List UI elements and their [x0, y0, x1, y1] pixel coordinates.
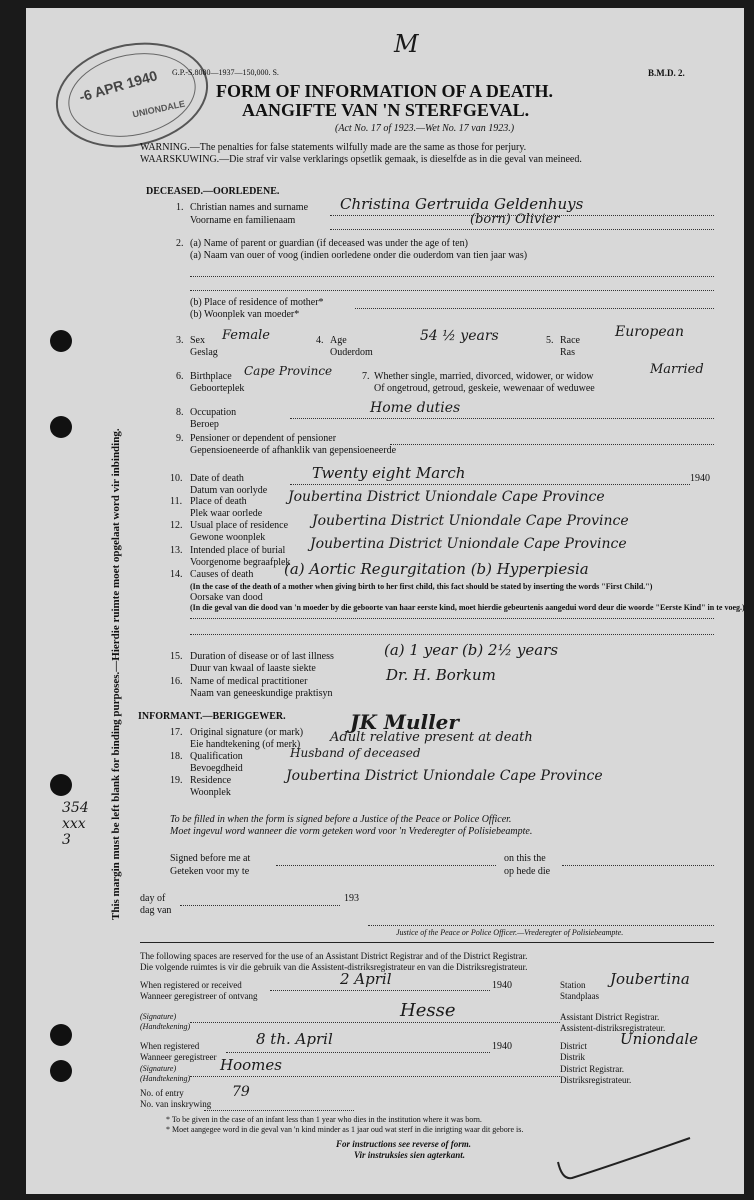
field-3-number: 3.	[176, 335, 184, 346]
field-18-number: 18.	[170, 751, 183, 762]
registered-label-af: Wanneer geregistreer	[140, 1052, 217, 1062]
registered-year: 1940	[492, 1041, 512, 1052]
field-3-label-af: Geslag	[190, 347, 218, 358]
date-stamp	[52, 40, 212, 150]
field-14-number: 14.	[170, 569, 183, 580]
field-13-label: Intended place of burial	[190, 545, 286, 556]
field-16-label-af: Naam van geneeskundige praktisyn	[190, 688, 333, 699]
justice-note-af: Moet ingevul word wanneer die vorm geteken word voor 'n Vrederegter of Polisiebeampte.	[170, 826, 533, 837]
day-of-label-af: dag van	[140, 905, 172, 916]
stamp-date: -6 APR 1940	[77, 67, 160, 105]
field-11-label: Place of death	[190, 496, 247, 507]
binding-hole	[50, 1060, 72, 1082]
registrar-note: The following spaces are reserved for the use of an Assistant District Registrar and of the District Registrar.	[140, 951, 528, 961]
field-18-value-2: Husband of deceased	[290, 746, 421, 760]
field-1-label: Christian names and surname	[190, 202, 309, 213]
signed-before-label: Signed before me at	[170, 853, 251, 864]
footnote-english: * To be given in the case of an infant less than 1 year who dies in the institution where it was born.	[166, 1115, 482, 1124]
field-18-label: Qualification	[190, 751, 243, 762]
field-12-number: 12.	[170, 520, 183, 531]
field-14-label-af: Oorsake van dood	[190, 592, 263, 603]
field-10-number: 10.	[170, 473, 183, 484]
field-7-value: Married	[650, 362, 704, 377]
field-10-value: Twenty eight March	[312, 464, 466, 482]
signature-2-label-af: (Handtekening)	[140, 1074, 191, 1083]
binding-hole	[50, 1024, 72, 1046]
field-15-label: Duration of disease or of last illness	[190, 651, 334, 662]
field-9-label: Pensioner or dependent of pensioner	[190, 433, 337, 444]
field-2b-label: (b) Place of residence of mother*	[190, 297, 324, 308]
district-registrar-label: District Registrar.	[560, 1064, 624, 1074]
field-1-number: 1.	[176, 202, 184, 213]
field-16-number: 16.	[170, 676, 183, 687]
field-17-number: 17.	[170, 727, 183, 738]
binding-hole	[50, 330, 72, 352]
field-6-label: Birthplace	[190, 371, 232, 382]
field-6-value: Cape Province	[244, 364, 333, 378]
station-label-af: Standplaas	[560, 991, 599, 1001]
corner-mark: M	[394, 30, 419, 58]
on-this-label: on this the	[504, 853, 546, 864]
margin-reference: 354 xxx 3	[62, 800, 89, 848]
field-19-number: 19.	[170, 775, 183, 786]
field-13-number: 13.	[170, 545, 183, 556]
section-deceased: DECEASED.—OORLEDENE.	[146, 186, 280, 197]
field-19-label: Residence	[190, 775, 232, 786]
field-8-number: 8.	[176, 407, 184, 418]
field-10-year: 1940	[690, 473, 710, 484]
binding-margin-note: This margin must be left blank for binding purposes.—Hierdie ruimte moet opgelaat word vir inbinding.	[110, 428, 122, 920]
day-of-label: day of	[140, 893, 166, 904]
field-12-label-af: Gewone woonplek	[190, 532, 266, 543]
field-15-number: 15.	[170, 651, 183, 662]
signed-before-label-af: Geteken voor my te	[170, 866, 250, 877]
field-4-label-af: Ouderdom	[330, 347, 373, 358]
field-11-label-af: Plek waar oorlede	[190, 508, 263, 519]
field-2a-label: (a) Name of parent or guardian (if deceased was under the age of ten)	[190, 238, 468, 249]
field-12-value: Joubertina District Uniondale Cape Province	[312, 513, 629, 529]
field-7-number: 7.	[362, 371, 370, 382]
field-12-label: Usual place of residence	[190, 520, 289, 531]
registrar-note-af: Die volgende ruimtes is vir die gebruik van die Assistent-distriksregistrateur en van die Distriksregistrateur.	[140, 962, 528, 972]
field-4-number: 4.	[316, 335, 324, 346]
entry-label: No. of entry	[140, 1088, 184, 1098]
justice-note: To be filled in when the form is signed before a Justice of the Peace or Police Officer.	[170, 814, 512, 825]
registered-label: When registered	[140, 1041, 200, 1051]
assistant-registrar-label: Assistant District Registrar.	[560, 1012, 660, 1022]
check-mark	[550, 1130, 700, 1190]
field-19-label-af: Woonplek	[190, 787, 231, 798]
field-1-label-af: Voorname en familienaam	[190, 215, 296, 226]
district-value: Uniondale	[620, 1030, 699, 1048]
field-1-value: Christina Gertruida Geldenhuys	[340, 195, 584, 213]
stamp-place: UNIONDALE	[131, 98, 186, 120]
title-english: FORM OF INFORMATION OF A DEATH.	[216, 81, 553, 101]
field-9-number: 9.	[176, 433, 184, 444]
field-17-signature: JK Muller	[350, 710, 459, 734]
received-label: When registered or received	[140, 980, 242, 990]
field-14-note: (In the case of the death of a mother when giving birth to her first child, this fact should be stated by inserting the words "First Child.")	[190, 582, 653, 591]
field-1-value-2: (born) Olivier	[470, 212, 560, 227]
assistant-registrar-label-af: Assistent-distriksregistrateur.	[560, 1023, 666, 1033]
field-13-label-af: Voorgenome begraafplek	[190, 557, 291, 568]
field-5-label: Race	[560, 335, 580, 346]
field-4-value: 54 ½ years	[420, 328, 499, 344]
field-10-label-af: Datum van oorlyde	[190, 485, 268, 496]
field-8-label-af: Beroep	[190, 419, 219, 430]
field-6-label-af: Geboorteplek	[190, 383, 245, 394]
field-18-value: Adult relative present at death	[330, 730, 533, 745]
field-9-label-af: Gepensioeneerde of afhanklik van gepensioeneerde	[190, 445, 397, 456]
on-this-label-af: op hede die	[504, 866, 551, 877]
field-2a-label-af: (a) Naam van ouer of voog (indien oorledene onder die ouderdom van tien jaar was)	[190, 250, 528, 261]
justice-year: 193	[344, 893, 359, 904]
field-14-value: (a) Aortic Regurgitation (b) Hyperpiesia	[284, 560, 589, 578]
field-15-label-af: Duur van kwaal of laaste siekte	[190, 663, 316, 674]
section-informant: INFORMANT.—BERIGGEWER.	[138, 711, 286, 722]
instructions-afrikaans: Vir instruksies sien agterkant.	[354, 1150, 466, 1160]
district-label: District	[560, 1041, 587, 1051]
field-2-number: 2.	[176, 238, 184, 249]
signature-1-value: Hesse	[400, 1000, 456, 1021]
station-value: Joubertina	[610, 970, 690, 988]
received-label-af: Wanneer geregistreer of ontvang	[140, 991, 258, 1001]
field-3-value: Female	[222, 328, 270, 343]
district-registrar-label-af: Distriksregistrateur.	[560, 1075, 632, 1085]
field-4-label: Age	[330, 335, 347, 346]
warning-afrikaans: WAARSKUWING.—Die straf vir valse verklarings opsetlik gemaak, is dieselfde as in die geval van meineed.	[140, 154, 582, 165]
field-17-label: Original signature (or mark)	[190, 727, 304, 738]
binding-hole	[50, 774, 72, 796]
warning-english: WARNING.—The penalties for false statements wilfully made are the same as those for perjury.	[140, 142, 527, 153]
field-14-note-af: (In die geval van die dood van 'n moeder by die geboorte van haar eerste kind, moet hierdie gebeurtenis aangedui word deur die woorde "Eerste Kind" in te voeg.)	[190, 603, 745, 612]
station-label: Station	[560, 980, 586, 990]
instructions-english: For instructions see reverse of form.	[336, 1139, 471, 1149]
print-code: G.P.-S.8080—1937—150,000. S.	[172, 68, 279, 77]
field-8-value: Home duties	[370, 400, 461, 416]
field-7-label: Whether single, married, divorced, widower, or widow	[374, 371, 594, 382]
field-13-value: Joubertina District Uniondale Cape Province	[310, 536, 627, 552]
field-8-label: Occupation	[190, 407, 237, 418]
field-5-value: European	[615, 324, 684, 340]
footnote-afrikaans: * Moet aangegee word in die geval van 'n kind minder as 1 jaar oud wat sterf in die inrigting waar dit gebore is.	[166, 1125, 524, 1134]
entry-label-af: No. van inskrywing	[140, 1099, 212, 1109]
signature-1-label-af: (Handtekening)	[140, 1022, 191, 1031]
field-2b-label-af: (b) Woonplek van moeder*	[190, 309, 300, 320]
field-17-label-af: Eie handtekening (of merk)	[190, 739, 301, 750]
field-3-label: Sex	[190, 335, 205, 346]
binding-hole	[50, 416, 72, 438]
field-18-label-af: Bevoegdheid	[190, 763, 243, 774]
field-6-number: 6.	[176, 371, 184, 382]
field-11-value: Joubertina District Uniondale Cape Province	[288, 489, 605, 505]
received-year: 1940	[492, 980, 512, 991]
field-14-label: Causes of death	[190, 569, 254, 580]
field-16-label: Name of medical practitioner	[190, 676, 308, 687]
title-afrikaans: AANGIFTE VAN 'N STERFGEVAL.	[242, 100, 530, 120]
field-15-value: (a) 1 year (b) 2½ years	[384, 641, 559, 659]
field-5-number: 5.	[546, 335, 554, 346]
field-7-label-af: Of ongetroud, getroud, geskeie, wewenaar of weduwee	[374, 383, 595, 394]
field-5-label-af: Ras	[560, 347, 575, 358]
signature-2-value: Hoomes	[220, 1056, 282, 1074]
act-reference: (Act No. 17 of 1923.—Wet No. 17 van 1923.)	[335, 123, 515, 134]
field-11-number: 11.	[170, 496, 183, 507]
field-19-value: Joubertina District Uniondale Cape Province	[286, 768, 603, 784]
received-value: 2 April	[340, 970, 392, 988]
signature-1-label: (Signature)	[140, 1012, 177, 1021]
signature-2-label: (Signature)	[140, 1064, 177, 1073]
justice-signature-caption: Justice of the Peace or Police Officer.—Vrederegter of Polisiebeampte.	[396, 928, 624, 937]
form-code: B.M.D. 2.	[648, 68, 685, 78]
district-label-af: Distrik	[560, 1052, 586, 1062]
entry-value: 79	[232, 1084, 250, 1100]
registered-value: 8 th. April	[256, 1030, 333, 1048]
field-10-label: Date of death	[190, 473, 244, 484]
field-16-value: Dr. H. Borkum	[386, 666, 496, 684]
